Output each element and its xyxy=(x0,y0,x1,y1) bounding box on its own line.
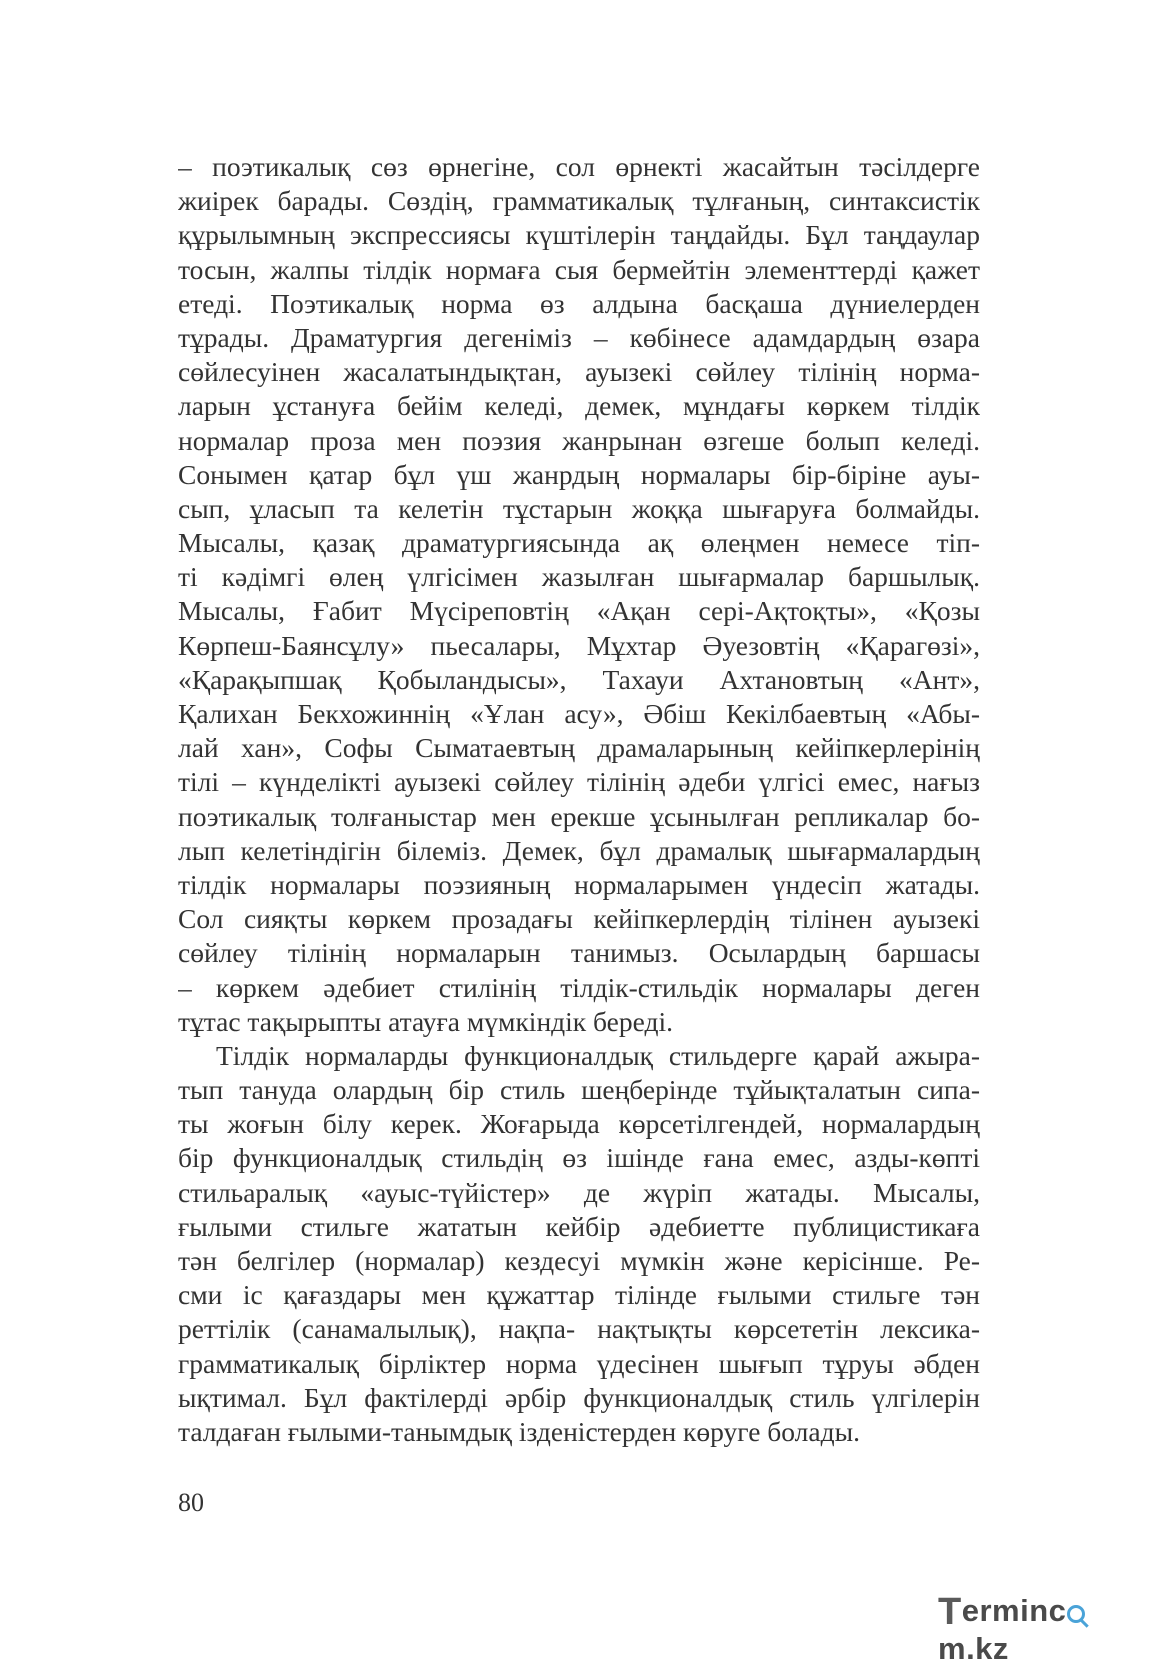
text-line: грамматикалық бірліктер норма үдесінен шығып тұруы әбден xyxy=(178,1347,980,1379)
text-line: тән белгілер (нормалар) кездесуі мүмкін және керісінше. Ре- xyxy=(178,1245,980,1276)
text-line: тілдік нормалары поэзияның нормаларымен үндесіп жатады. xyxy=(178,868,980,900)
text-line: Тілдік нормаларды функционалдық стильдерге қарай ажыра- xyxy=(216,1039,980,1071)
text-line: Көрпеш-Баянсұлу» пьесалары, Мұхтар Әуезовтің «Қарагөзі», xyxy=(178,629,980,661)
text-line: ғылыми стильге жататын кейбір әдебиетте публицистикаға xyxy=(178,1210,980,1242)
text-line: лай хан», Софы Сыматаевтың драмаларының кейіпкерлерінің xyxy=(178,732,980,764)
text-line: Мысалы, қазақ драматургиясында ақ өлеңмен немесе тіп- xyxy=(178,527,980,559)
text-line: құрылымның экспрессиясы күштілерін таңдайды. Бұл таңдаулар xyxy=(178,219,980,251)
text-line: сөйлеу тілінің нормаларын танимыз. Осылардың баршасы xyxy=(178,937,980,969)
page-body xyxy=(178,150,980,1449)
text-line: ықтимал. Бұл фактілерді әрбір функционалдық стиль үлгілерін xyxy=(178,1381,980,1413)
text-line: лып келетіндігін білеміз. Демек, бұл драмалық шығармалардың xyxy=(178,834,980,866)
text-line: Сонымен қатар бұл үш жанрдың нормалары бір-біріне ауы- xyxy=(178,458,980,490)
termincom-watermark-logo xyxy=(938,1588,1138,1666)
watermark-text: erminc xyxy=(961,1593,1067,1628)
text-line: тілі – күнделікті ауызекі сөйлеу тілінің әдеби үлгісі емес, нағыз xyxy=(178,766,980,798)
text-line: тып тануда олардың бір стиль шеңберінде тұйықталатын сипа- xyxy=(178,1074,980,1106)
text-line: – поэтикалық сөз өрнегіне, сол өрнекті жасайтын тәсілдерге xyxy=(178,151,980,182)
text-line: тосын, жалпы тілдік нормаға сыя бермейтін элементтерді қажет xyxy=(178,253,980,285)
text-line: нормалар проза мен поэзия жанрынан өзгеше болып келеді. xyxy=(178,424,980,456)
text-line: ты жоғын білу керек. Жоғарыда көрсетілгендей, нормалардың xyxy=(178,1108,980,1140)
text-line: реттілік (санамалылық), нақпа- нақтықты көрсететін лексика- xyxy=(178,1313,980,1345)
watermark-domain: m.kz xyxy=(938,1631,1009,1666)
text-line: бір функционалдық стильдің өз ішінде ғана емес, азды-көпті xyxy=(178,1142,980,1174)
paragraph-2 xyxy=(178,1039,980,1449)
text-line: поэтикалық толғаныстар мен ерекше ұсынылған репликалар бо- xyxy=(178,800,980,832)
magnifier-icon xyxy=(1067,1605,1085,1623)
text-line: ті кәдімгі өлең үлгісімен жазылған шығармалар баршылық. xyxy=(178,561,980,593)
text-line: талдаған ғылыми-танымдық ізденістерден көруге болады. xyxy=(178,1415,860,1447)
text-line: етеді. Поэтикалық норма өз алдына басқаша дүниелерден xyxy=(178,287,980,319)
text-line: сөйлесуінен жасалатындықтан, ауызекі сөйлеу тілінің норма- xyxy=(178,356,980,388)
text-line: тұтас тақырыпты атауға мүмкіндік береді. xyxy=(178,1005,673,1037)
text-line: – көркем әдебиет стилінің тілдік-стильдік нормалары деген xyxy=(178,971,980,1003)
text-line: Сол сияқты көркем прозадағы кейіпкерлердің тілінен ауызекі xyxy=(178,903,980,935)
text-line: стильаралық «ауыс-түйістер» де жүріп жатады. Мысалы, xyxy=(178,1176,980,1208)
paragraph-1 xyxy=(178,150,980,1039)
watermark-letter: T xyxy=(938,1591,962,1633)
text-line: жиірек барады. Сөздің, грамматикалық тұлғаның, синтаксистік xyxy=(178,185,980,217)
text-line: Мысалы, Ғабит Мүсіреповтің «Ақан сері-Ақтоқты», «Қозы xyxy=(178,595,980,627)
text-line: сып, ұласып та келетін тұстарын жоққа шығаруға болмайды. xyxy=(178,492,980,524)
text-line: Қалихан Бекхожиннің «Ұлан асу», Әбіш Кекілбаевтың «Абы- xyxy=(178,698,980,729)
text-line: сми іс қағаздары мен құжаттар тілінде ғылыми стильге тән xyxy=(178,1279,980,1311)
text-line: «Қарақыпшақ Қобыландысы», Тахауи Ахтановтың «Ант», xyxy=(178,663,980,695)
text-line: ларын ұстануға бейім келеді, демек, мұндағы көркем тілдік xyxy=(178,390,980,422)
page-number: 80 xyxy=(178,1488,204,1517)
text-line: тұрады. Драматургия дегеніміз – көбінесе адамдардың өзара xyxy=(178,321,980,353)
